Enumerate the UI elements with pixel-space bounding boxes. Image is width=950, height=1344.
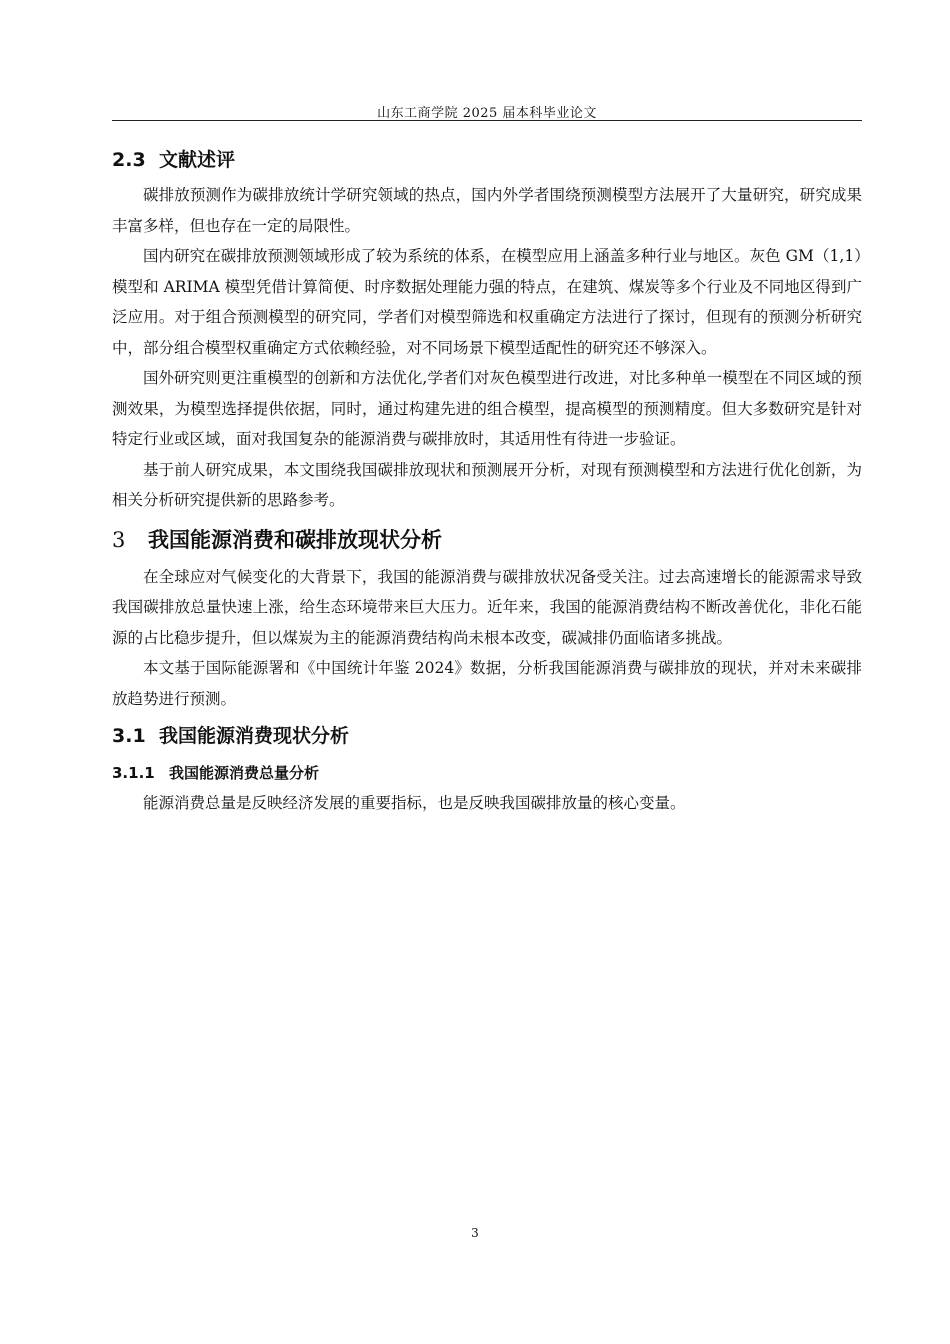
paragraph: 国内研究在碳排放预测领域形成了较为系统的体系，在模型应用上涵盖多种行业与地区。灰色 GM（1,1）模型和 ARIMA 模型凭借计算简便、时序数据处理能力强的特点，在建筑、煤炭等多个行业及不同地区得到广泛应用。对于组合预测模型的研究同，学者们对模型筛选和权重确定方法进行了探讨，但现有的预测分析研究中，部分组合模型权重确定方式依赖经验，对不同场景下模型适配性的研究还不够深入。	[112, 247, 862, 357]
paragraph: 本文基于国际能源署和《中国统计年鉴 2024》数据，分析我国能源消费与碳排放的现状，并对未来碳排放趋势进行预测。	[112, 659, 862, 708]
subsection-number: 3.1.1	[112, 764, 155, 782]
page-number: 3	[471, 1226, 479, 1240]
header-text: 山东工商学院 2025 届本科毕业论文	[377, 106, 597, 121]
subsection-title: 我国能源消费总量分析	[169, 764, 320, 782]
paragraph: 碳排放预测作为碳排放统计学研究领域的热点，国内外学者围绕预测模型方法展开了大量研究，研究成果丰富多样，但也存在一定的局限性。	[112, 186, 862, 235]
chapter-heading-3	[112, 518, 862, 562]
section-number: 3.1	[112, 725, 146, 747]
section-heading-2-3	[112, 140, 862, 180]
section-title: 我国能源消费现状分析	[159, 725, 350, 747]
subsection-heading-3-1-1	[112, 758, 862, 788]
section-title: 文献述评	[159, 149, 236, 171]
section-number: 2.3	[112, 149, 146, 171]
paragraph: 基于前人研究成果，本文围绕我国碳排放现状和预测展开分析，对现有预测模型和方法进行优化创新，为相关分析研究提供新的思路参考。	[112, 460, 862, 509]
chapter-number: 3	[112, 527, 126, 552]
section-heading-3-1	[112, 716, 862, 756]
paragraph: 国外研究则更注重模型的创新和方法优化,学者们对灰色模型进行改进，对比多种单一模型在不同区域的预测效果，为模型选择提供依据，同时，通过构建先进的组合模型，提高模型的预测精度。但大多数研究是针对特定行业或区域，面对我国复杂的能源消费与碳排放时，其适用性有待进一步验证。	[112, 369, 862, 448]
chapter-title: 我国能源消费和碳排放现状分析	[148, 527, 442, 552]
paragraph: 在全球应对气候变化的大背景下，我国的能源消费与碳排放状况备受关注。过去高速增长的能源需求导致我国碳排放总量快速上涨，给生态环境带来巨大压力。近年来，我国的能源消费结构不断改善优化，非化石能源的占比稳步提升，但以煤炭为主的能源消费结构尚未根本改变，碳减排仍面临诸多挑战。	[112, 567, 862, 647]
page-header	[112, 100, 862, 121]
page-body	[112, 140, 862, 819]
paragraph: 能源消费总量是反映经济发展的重要指标，也是反映我国碳排放量的核心变量。	[143, 794, 686, 812]
